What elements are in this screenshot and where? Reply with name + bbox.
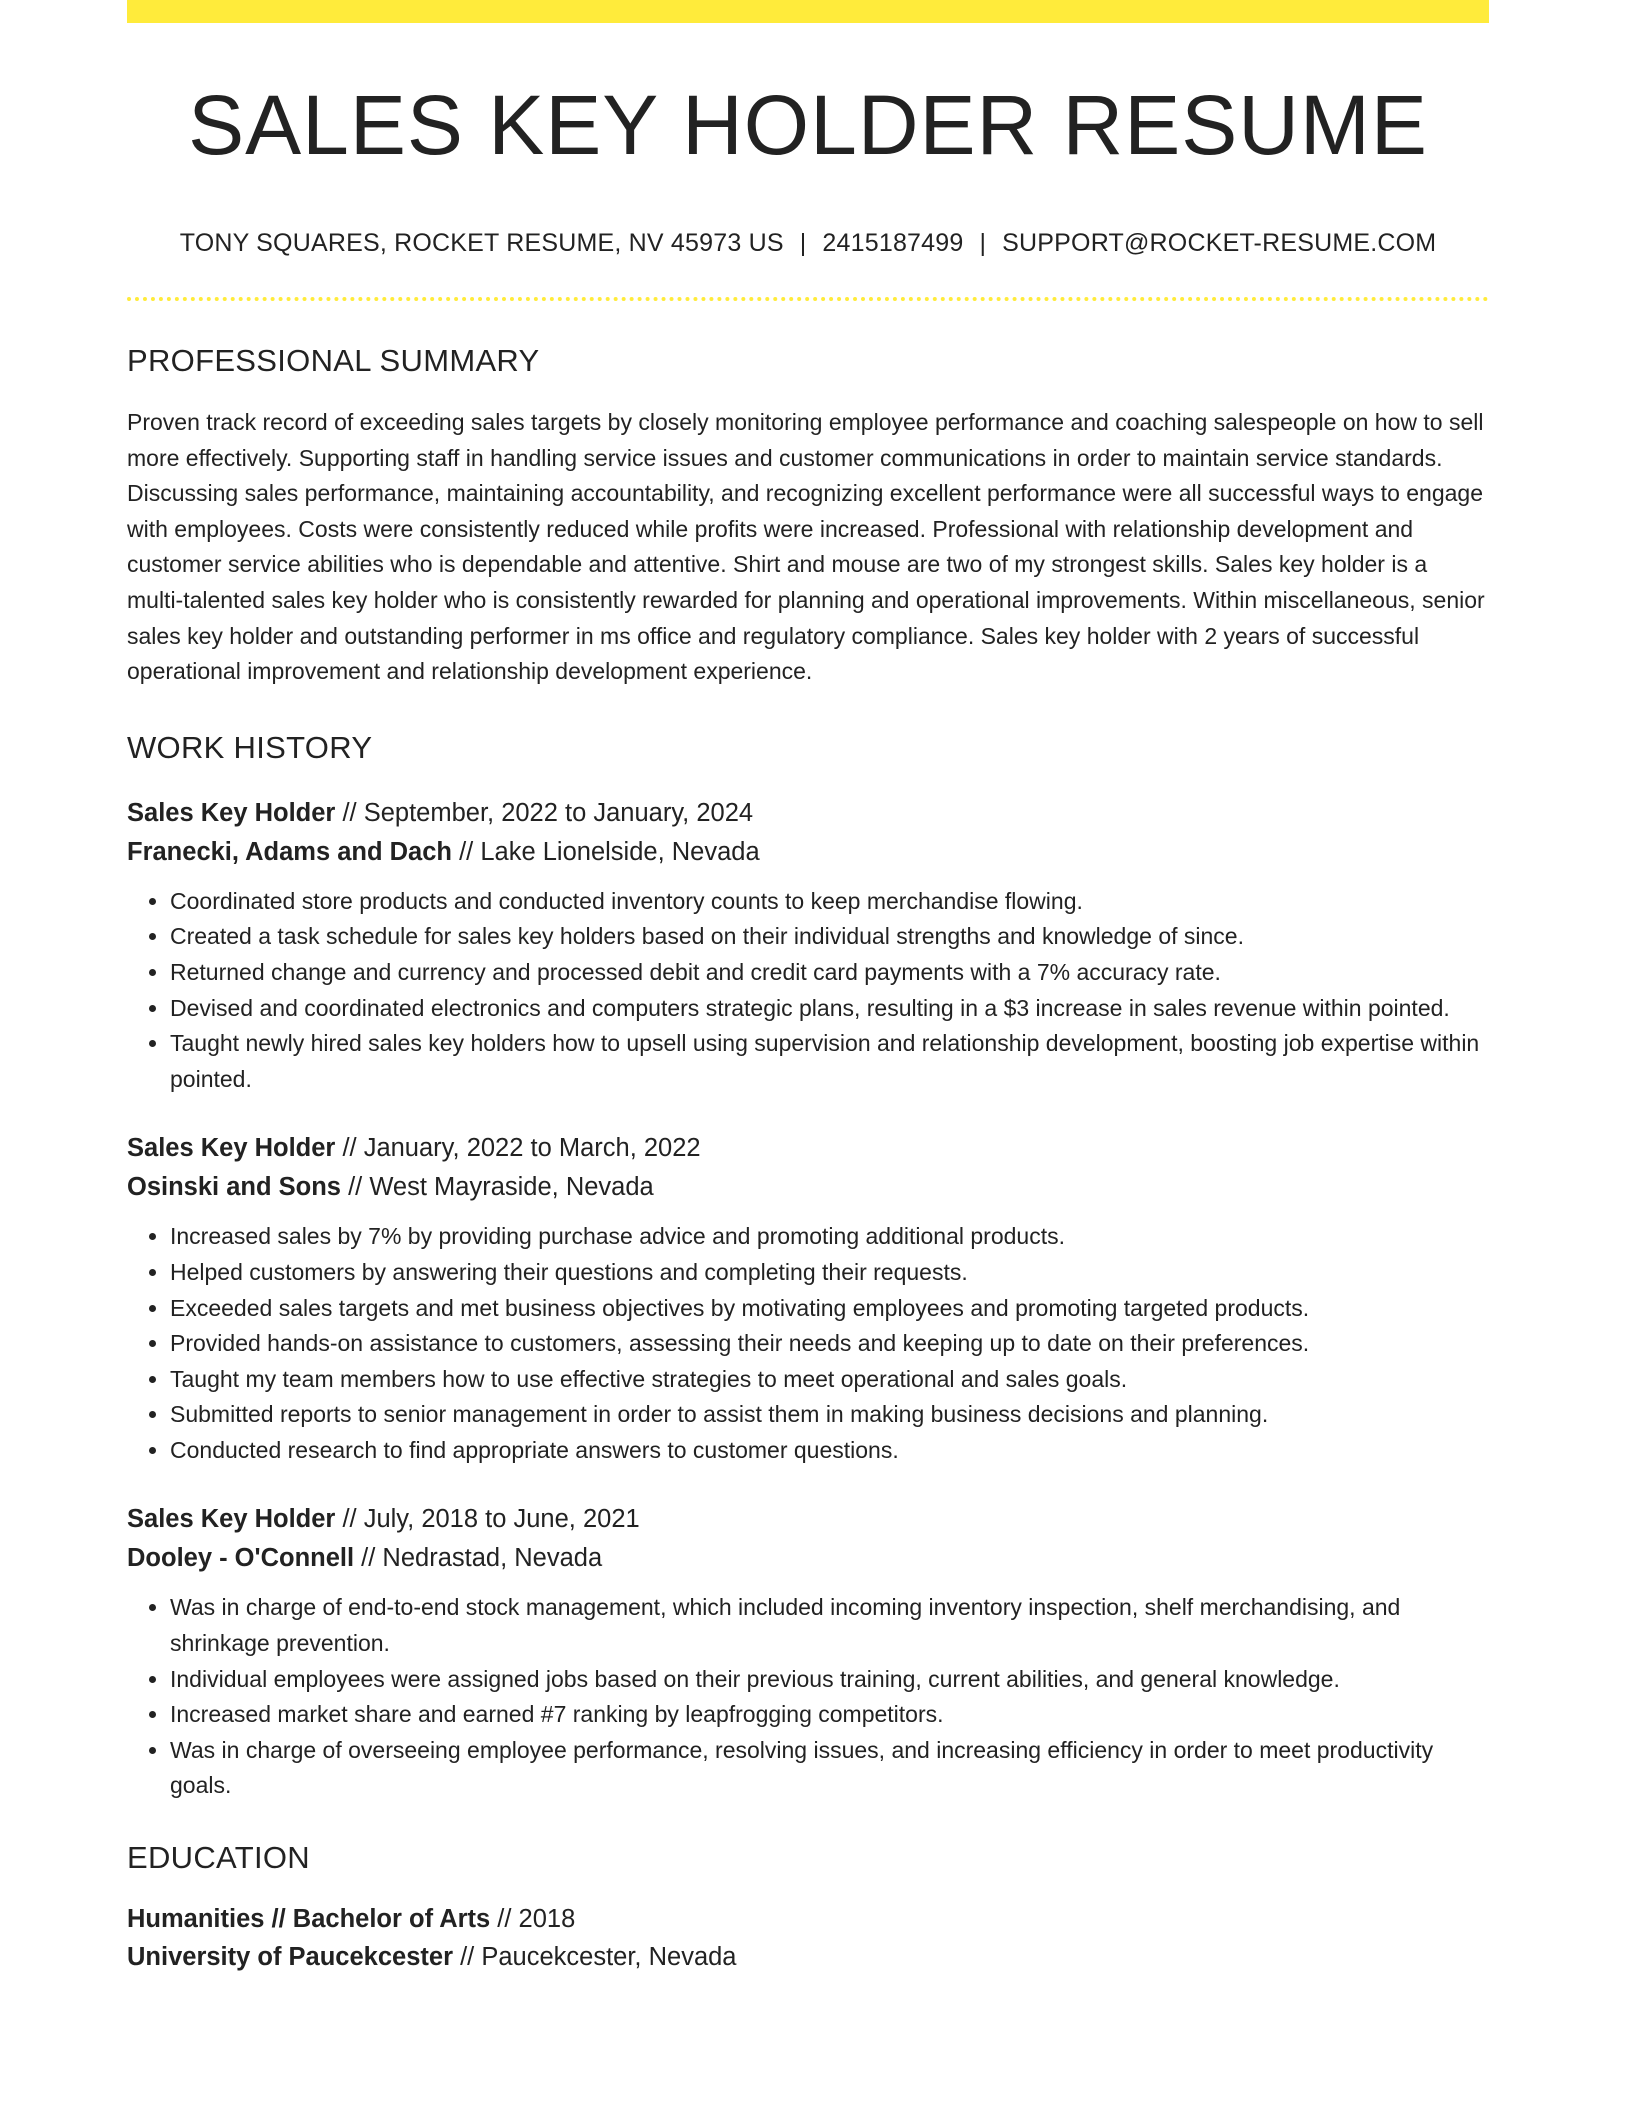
job-dates: // September, 2022 to January, 2024 — [335, 798, 754, 827]
education-year: // 2018 — [490, 1905, 576, 1934]
job-company-line — [127, 833, 1489, 872]
job-bullet: • Was in charge of overseeing employee performance, resolving issues, and increasing efficiency in order to meet productivity goals. — [170, 1733, 1489, 1804]
contact-phone: 2415187499 — [822, 229, 964, 257]
job-company: Osinski and Sons — [127, 1173, 341, 1202]
top-accent-bar — [127, 0, 1489, 23]
job-bullet: • Individual employees were assigned jobs based on their previous training, current abilities, and general knowledge. — [170, 1662, 1489, 1698]
job-bullet: • Conducted research to find appropriate answers to customer questions. — [170, 1433, 1489, 1469]
job-company: Franecki, Adams and Dach — [127, 837, 453, 866]
job-bullet: • Provided hands-on assistance to customers, assessing their needs and keeping up to date on their preferences. — [170, 1326, 1489, 1362]
job-bullet: • Devised and coordinated electronics and computers strategic plans, resulting in a $3 increase in sales revenue within pointed. — [170, 991, 1489, 1027]
job-location: // Nedrastad, Nevada — [354, 1544, 603, 1573]
job-title-line — [127, 1129, 1489, 1168]
job-bullet: • Returned change and currency and processed debit and credit card payments with a 7% accuracy rate. — [170, 955, 1489, 991]
contact-separator: | — [979, 229, 987, 257]
job-title: Sales Key Holder — [127, 1134, 336, 1163]
job-title: Sales Key Holder — [127, 1505, 336, 1534]
resume-page — [127, 0, 1489, 1976]
work-history-heading: WORK HISTORY — [127, 729, 373, 765]
summary-heading: PROFESSIONAL SUMMARY — [127, 343, 540, 378]
job-bullets — [127, 1590, 1489, 1804]
education-school: University of Paucekcester — [127, 1943, 453, 1972]
contact-separator: | — [799, 229, 807, 257]
job-location: // West Mayraside, Nevada — [340, 1173, 654, 1202]
job-bullet: • Taught newly hired sales key holders how to upsell using supervision and relationship development, boosting job expertise within pointed. — [170, 1026, 1489, 1097]
contact-line — [127, 229, 1489, 258]
job-title: Sales Key Holder — [127, 798, 336, 827]
job-title-line — [127, 794, 1489, 833]
job-bullet: • Taught my team members how to use effective strategies to meet operational and sales goals. — [170, 1362, 1489, 1398]
job-dates: // January, 2022 to March, 2022 — [335, 1134, 701, 1163]
job-bullet: • Helped customers by answering their questions and completing their requests. — [170, 1255, 1489, 1291]
education-school-line — [127, 1938, 1489, 1976]
job-entry — [127, 794, 1489, 1098]
job-dates: // July, 2018 to June, 2021 — [335, 1505, 640, 1534]
job-title-line — [127, 1500, 1489, 1539]
job-bullet: • Exceeded sales targets and met business objectives by motivating employees and promoting targeted products. — [170, 1291, 1489, 1327]
job-bullet: • Was in charge of end-to-end stock management, which included incoming inventory inspection, shelf merchandising, and shrinkage prevention. — [170, 1590, 1489, 1661]
job-bullet: • Increased sales by 7% by providing purchase advice and promoting additional products. — [170, 1219, 1489, 1255]
education-degree-line — [127, 1900, 1489, 1938]
job-company-line — [127, 1168, 1489, 1207]
contact-address: TONY SQUARES, ROCKET RESUME, NV 45973 US — [179, 229, 784, 257]
contact-email: SUPPORT@ROCKET-RESUME.COM — [1002, 229, 1437, 257]
job-bullet: • Coordinated store products and conducted inventory counts to keep merchandise flowing. — [170, 884, 1489, 920]
summary-text: Proven track record of exceeding sales targets by closely monitoring employee performance and coaching salespeople on how to sell more effectively. Supporting staff in handling service issues and customer communications in order to maintain service standards. Discussing sales performance, maintaining accountability, and recognizing excellent performance were all successful ways to engage with employees. Costs were consistently reduced while profits were increased. Professional with relationship development and customer service abilities who is dependable and attentive. Shirt and mouse are two of my strongest skills. Sales key holder is a multi-talented sales key holder who is consistently rewarded for planning and operational improvements. Within miscellaneous, senior sales key holder and outstanding performer in ms office and regulatory compliance. Sales key holder with 2 years of successful operational improvement and relationship development experience. — [127, 409, 1485, 685]
job-bullet: • Increased market share and earned #7 ranking by leapfrogging competitors. — [170, 1697, 1489, 1733]
page-title: SALES KEY HOLDER RESUME — [188, 78, 1428, 172]
job-bullet: • Submitted reports to senior management in order to assist them in making business decisions and planning. — [170, 1397, 1489, 1433]
education-heading: EDUCATION — [127, 1840, 310, 1876]
education-entry — [127, 1900, 1489, 1976]
job-location: // Lake Lionelside, Nevada — [452, 837, 760, 866]
job-bullets — [127, 1219, 1489, 1468]
job-bullets — [127, 884, 1489, 1098]
job-company: Dooley - O'Connell — [127, 1544, 355, 1573]
education-degree: Humanities // Bachelor of Arts — [127, 1905, 491, 1934]
dotted-divider — [127, 297, 1489, 301]
job-bullet: • Created a task schedule for sales key holders based on their individual strengths and knowledge of since. — [170, 919, 1489, 955]
job-entry — [127, 1129, 1489, 1468]
education-location: // Paucekcester, Nevada — [453, 1943, 737, 1972]
job-company-line — [127, 1539, 1489, 1578]
job-entry — [127, 1500, 1489, 1804]
